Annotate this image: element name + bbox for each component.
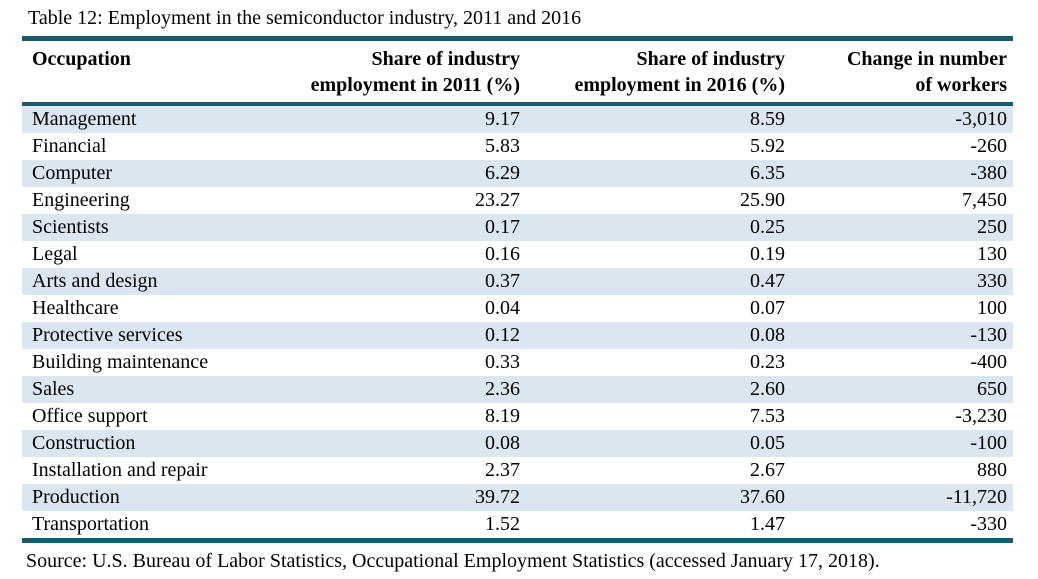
cell-occupation: Transportation (32, 513, 150, 535)
cell-share-2016: 1.47 (750, 513, 785, 535)
header-line: employment in 2016 (%) (574, 74, 785, 96)
table-row (22, 457, 1013, 484)
cell-share-2016: 0.23 (750, 351, 785, 373)
header-line: Share of industry (636, 48, 785, 70)
cell-share-2011: 5.83 (485, 135, 520, 157)
cell-share-2011: 39.72 (475, 486, 520, 508)
cell-occupation: Management (32, 108, 137, 130)
cell-occupation: Arts and design (32, 270, 158, 292)
cell-share-2016: 8.59 (750, 108, 785, 130)
cell-occupation: Protective services (32, 324, 183, 346)
cell-share-2016: 0.07 (750, 297, 785, 319)
cell-change: -11,720 (946, 486, 1007, 508)
cell-change: -380 (970, 162, 1007, 184)
cell-share-2011: 23.27 (475, 189, 520, 211)
cell-share-2016: 0.47 (750, 270, 785, 292)
column-header-share-2011 (252, 39, 526, 105)
cell-share-2011: 2.36 (485, 378, 520, 400)
table-title: Table 12: Employment in the semiconductor industry, 2011 and 2016 (28, 7, 582, 29)
table-row (22, 511, 1013, 541)
cell-share-2016: 5.92 (750, 135, 785, 157)
cell-share-2011: 0.16 (485, 243, 520, 265)
table-row (22, 160, 1013, 187)
table-row (22, 187, 1013, 214)
cell-occupation: Installation and repair (32, 459, 208, 481)
column-header-change (791, 39, 1013, 105)
cell-change: 250 (977, 216, 1007, 238)
cell-share-2011: 2.37 (485, 459, 520, 481)
header-line: Change in number (846, 48, 1007, 70)
employment-table (22, 36, 1013, 543)
table-row (22, 295, 1013, 322)
cell-share-2011: 0.37 (485, 270, 520, 292)
header-line: Occupation (32, 48, 131, 70)
cell-change: -400 (970, 351, 1007, 373)
table-row (22, 484, 1013, 511)
header-row (22, 39, 1013, 105)
cell-change: -330 (970, 513, 1007, 535)
cell-share-2016: 6.35 (750, 162, 785, 184)
cell-change: 650 (977, 378, 1007, 400)
cell-share-2011: 0.17 (485, 216, 520, 238)
table-row (22, 104, 1013, 133)
cell-occupation: Sales (32, 378, 75, 400)
document-page (0, 6, 1038, 579)
table-row (22, 430, 1013, 457)
cell-share-2016: 2.67 (750, 459, 785, 481)
cell-occupation: Construction (32, 432, 136, 454)
cell-occupation: Legal (32, 243, 78, 265)
cell-occupation: Office support (32, 405, 148, 427)
cell-share-2011: 0.08 (485, 432, 520, 454)
cell-share-2016: 2.60 (750, 378, 785, 400)
table-row (22, 322, 1013, 349)
column-header-share-2016 (526, 39, 791, 105)
cell-share-2011: 9.17 (485, 108, 520, 130)
cell-change: -130 (970, 324, 1007, 346)
table-row (22, 376, 1013, 403)
table-row (22, 349, 1013, 376)
cell-change: -3,230 (955, 405, 1007, 427)
cell-change: 100 (977, 297, 1007, 319)
cell-share-2011: 8.19 (485, 405, 520, 427)
cell-occupation: Engineering (32, 189, 130, 211)
header-line: Share of industry (371, 48, 520, 70)
cell-change: 7,450 (962, 189, 1007, 211)
cell-share-2011: 6.29 (485, 162, 520, 184)
cell-share-2016: 7.53 (750, 405, 785, 427)
header-line: employment in 2011 (%) (310, 74, 520, 96)
cell-share-2016: 37.60 (740, 486, 785, 508)
cell-occupation: Healthcare (32, 297, 119, 319)
cell-share-2016: 0.08 (750, 324, 785, 346)
table-row (22, 268, 1013, 295)
column-header-occupation (22, 39, 252, 105)
cell-occupation: Computer (32, 162, 112, 184)
cell-share-2011: 0.04 (485, 297, 520, 319)
table-row (22, 214, 1013, 241)
cell-occupation: Building maintenance (32, 351, 209, 373)
cell-share-2016: 0.19 (750, 243, 785, 265)
cell-occupation: Production (32, 486, 120, 508)
cell-share-2011: 0.12 (485, 324, 520, 346)
cell-share-2016: 0.25 (750, 216, 785, 238)
table-row (22, 133, 1013, 160)
cell-change: 330 (977, 270, 1007, 292)
cell-change: 880 (977, 459, 1007, 481)
cell-share-2016: 25.90 (740, 189, 785, 211)
cell-occupation: Scientists (32, 216, 109, 238)
cell-change: 130 (977, 243, 1007, 265)
cell-change: -3,010 (955, 108, 1007, 130)
cell-change: -100 (970, 432, 1007, 454)
cell-change: -260 (970, 135, 1007, 157)
table-row (22, 403, 1013, 430)
header-line: of workers (915, 74, 1007, 96)
table-body (22, 104, 1013, 541)
source-note: Source: U.S. Bureau of Labor Statistics, Occupational Employment Statistics (accessed January 17, 2018). (26, 550, 880, 572)
cell-share-2011: 1.52 (485, 513, 520, 535)
cell-share-2016: 0.05 (750, 432, 785, 454)
table-row (22, 241, 1013, 268)
cell-share-2011: 0.33 (485, 351, 520, 373)
cell-occupation: Financial (32, 135, 107, 157)
table-header (22, 39, 1013, 105)
